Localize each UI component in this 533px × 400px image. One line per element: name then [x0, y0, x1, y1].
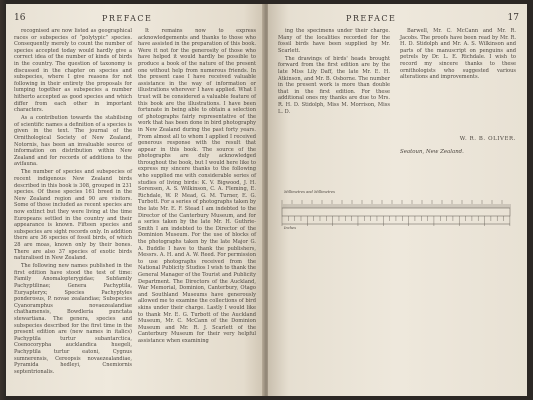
running-head-right: PREFACE	[346, 14, 397, 23]
page-number-left: 16	[14, 13, 26, 23]
author-signature: W. R. B. OLIVER.	[459, 136, 516, 142]
scale-label-bottom: Inches	[284, 226, 297, 230]
paragraph: Barwell, Mr. C. McCann and Mr. R. Jacobs. The proofs have been read by Mr. R. H. D. Stidolph and Mr. A. S. Wilkinson and parts of the manuscript on penguins and petrels by Dr. L. E. Richdale. I wish to record my sincere thanks to these ornithologists who suggested various alterations and improvements.	[400, 28, 516, 81]
page-number-right: 17	[507, 13, 519, 23]
right-column-2	[400, 28, 516, 82]
left-page	[6, 4, 264, 396]
scale-ruler-graphic	[278, 196, 514, 236]
paragraph: The drawings of birds' heads brought forward from the first edition are by the late Miss Lily Daff, the late Mr. E. H. Atkinson, and Mr. B. Osborne. The number in the present work is more than double that in the first edition. For these additional ones my thanks are due to Mrs. R. H. D. Stidolph, Miss M. Morrison, Miss L. D.	[278, 55, 390, 115]
paragraph: The number of species and subspecies of recent indigenous New Zealand birds described in this book is 308, grouped in 231 species. Of these species 161 breed in the New Zealand region and 90 are visitors. Some of those included as recent species are now extinct but they were living at the time Europeans settled in the country and their appearance is known. Fifteen species and subspecies are sight records only. In addition there are 36 species of fossil birds, of which 28 are moas, known only by their bones. There are also 37 species of exotic birds naturalised in New Zealand.	[14, 169, 132, 262]
left-column-2	[138, 28, 256, 346]
right-column-1	[278, 28, 390, 117]
paragraph: recognised are now listed as geographical races or subspecies of “polytypic” species. Consequently merely to count the number of species accepted today would hardly give a correct idea of the number of kinds of birds in the country. The question of taxonomy is discussed in the chapter on species and subspecies, where I give reasons for not following in their entirety the proposals for lumping together as subspecies a number hitherto accepted as good species and which differ from each other in important characters.	[14, 28, 132, 114]
signature-block	[400, 136, 516, 156]
paragraph: As a contribution towards the stabilising of scientific names a definition of a species is given in the text. The journal of the Ornithological Society of New Zealand, Notornis, has been an invaluable source of information on distribution within New Zealand and for records of additions to the avifauna.	[14, 115, 132, 168]
right-page	[268, 4, 527, 396]
paragraph: It remains now to express acknowledgements and thanks to those who have assisted in the preparation of this book. Were it not for the generosity of those who have helped it would hardly be possible to produce a book of the nature of the present one without help from numerous friends. In the present case I have received valuable assistance in the way of information or illustrations wherever I have applied. What I trust will be considered a valuable feature of this book are the illustrations. I have been fortunate in being able to obtain a selection of photographs fairly representative of the work that has been done in bird photography in New Zealand during the past forty years. From almost all to whom I applied I received generous response with the result that appear in this book. The source of the photographs are duly acknowledged throughout the book, but I would here like to express my sincere thanks to the following who supplied me with considerable series of studies of living birds: K. V. Bigwood, J. H. Sorensen, A. S. Wilkinson, C. A. Fleming, E. Richdale, W. P. Mead, G. M. Turner, E. G. Turbott. For a series of photographs taken by the late Mr. E. F. Stead I am indebted to the Director of the Canterbury Museum, and for a series taken by the late Mr. H. Guthrie-Smith I am indebted to the Director of the Dominion Museum. For the use of blocks of the photographs taken by the late Major G. A. Buddle I have to thank the publishers, Messrs. A. H. and A. W. Reed. For permission to use photographs received from the National Publicity Studios I wish to thank the General Manager of the Tourist and Publicity Department. The Directors of the Auckland, War Memorial, Dominion, Canterbury, Otago and Southland Museums have generously allowed me to examine the collections of bird skins under their charge. Lastly I would like to thank Mr. E. G. Turbott of the Auckland Museum, Mr. C. McCann of the Dominion Museum and Mr. R. J. Scarlett of the Canterbury Museum for their very helpful assistance when examining	[138, 28, 256, 344]
signature-place: Seatoun, New Zealand.	[400, 149, 464, 155]
paragraph: ing the specimens under their charge. Many of the localities recorded for the fossil birds have been supplied by Mr. Scarlett.	[278, 28, 390, 54]
scale-label-top: Millimetres and Millimetres	[284, 190, 335, 194]
left-column-1	[14, 28, 132, 377]
paragraph: The following new names published in the first edition have stood the test of time: Family Anomalopterygidae; Subfamily Pachyptilinae; Genera Pachyptila, Euryapteryx; Species Pachyptyles ponderosus, P. novae zealandiae; Subspecies Cyanoramphus novaezealandiae chathamensis, Bowdleria punctata stewartiana. The genera, species and subspecies described for the first time in the present edition are (new names in italics) Pachyptila turtur subantarctica, Coenocorypha aucklandica huegeli, Pachyptila turtur eatoni, Cygnus sumnerensis, Cereopsis novaezealandiae, Pyramida hedleyi, Cnemiornis septentrionalis.	[14, 263, 132, 375]
running-head-left: PREFACE	[102, 14, 153, 23]
measurement-scale	[278, 190, 514, 236]
